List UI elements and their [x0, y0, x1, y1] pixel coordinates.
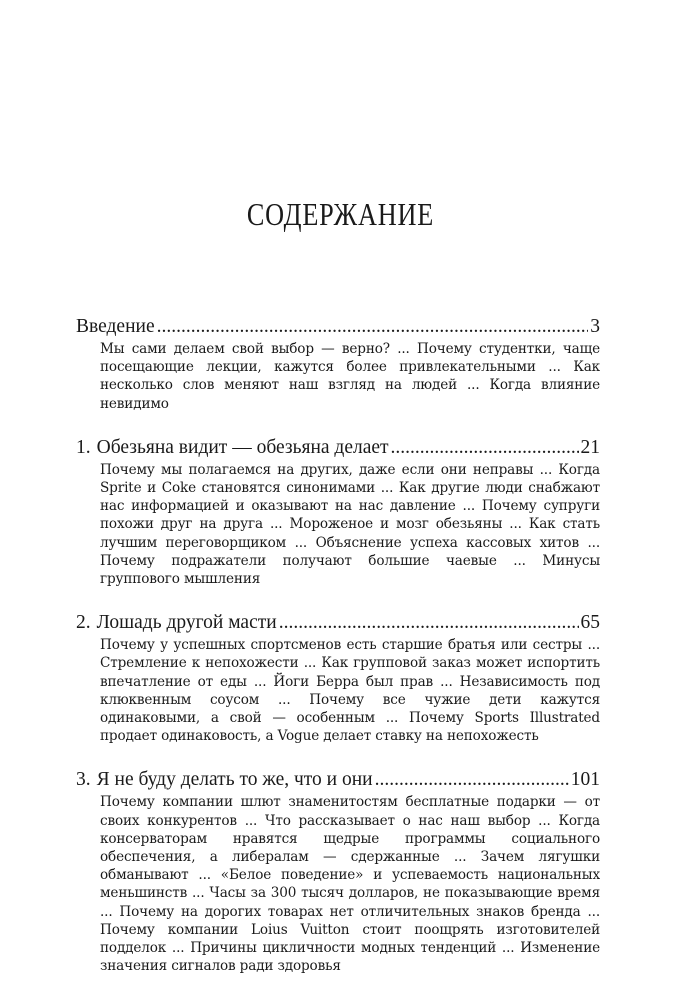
table-of-contents	[76, 314, 600, 997]
dot-leader	[157, 314, 589, 340]
toc-entry-chapter-1	[76, 435, 600, 588]
toc-entry-heading-line[interactable]	[76, 610, 600, 636]
toc-entry-heading-line[interactable]	[76, 314, 600, 340]
toc-entry-title: Обезьяна видит — обезьяна делает	[96, 436, 389, 458]
toc-entry-number: 1.	[76, 436, 91, 458]
toc-entry-page: 3	[590, 316, 600, 337]
toc-entry-page: 65	[580, 612, 600, 634]
dot-leader	[279, 610, 579, 636]
toc-entry-summary: Почему мы полагаемся на других, даже если они неправы ... Когда Sprite и Coke становятся синонимами ... Как другие люди снабжают нас информацией и оказывают на нас давление ... Почему супруги похожи друг на друга ... Мороженое и мозг обезьяны ... Как стать лучшим переговорщиком ... Объяснение успеха кассовых хитов ... Почему подражатели получают большие чаевые ... Минусы группового мышления	[100, 461, 600, 588]
toc-entry-title: Я не буду делать то же, что и они	[96, 769, 373, 791]
toc-entry-title: Лошадь другой масти	[96, 612, 277, 634]
toc-entry-summary: Мы сами делаем свой выбор — верно? ... Почему студентки, чаще посещающие лекции, кажутся более привлекательными ... Как несколько слов меняют наш взгляд на людей ... Когда влияние невидимо	[100, 341, 600, 412]
toc-entry-title: Введение	[76, 316, 155, 337]
toc-entry-introduction	[76, 314, 600, 413]
toc-entry-summary: Почему компании шлют знаменитостям бесплатные подарки — от своих конкурентов ... Что рассказывает о нас наш выбор ... Когда консерваторам нравятся щедрые программы социального обеспечения, а либералам — сдержанные ... Зачем лягушки обманывают ... «Белое поведение» и успеваемость национальных меньшинств ... Часы за 300 тысяч долларов, не показывающие время ... Почему на дорогих товарах нет отличительных знаков бренда ... Почему компании Loius Vuitton стоит поощрять изготовителей подделок ... Причины цикличности модных тенденций ... Изменение значения сигналов ради здоровья	[100, 794, 600, 975]
page-title: СОДЕРЖАНИЕ	[246, 196, 435, 232]
toc-entry-number: 2.	[76, 612, 91, 634]
toc-entry-heading-line[interactable]	[76, 767, 600, 793]
toc-entry-page: 101	[570, 769, 600, 791]
toc-entry-chapter-2	[76, 610, 600, 745]
toc-entry-heading-line[interactable]	[76, 435, 600, 461]
dot-leader	[391, 435, 579, 461]
toc-entry-number: 3.	[76, 769, 91, 791]
dot-leader	[375, 767, 569, 793]
toc-entry-summary: Почему у успешных спортсменов есть старшие братья или сестры ... Стремление к непохожести ... Как групповой заказ может испортить впечатление от еды ... Йоги Берра был прав ... Независимость под клюквенным соусом ... Почему все чужие дети кажутся одинаковыми, а свой — особенным ... Почему Sports Illustrated продает одинаковость, а Vogue делает ставку на непохожесть	[100, 637, 600, 745]
toc-entry-chapter-3	[76, 767, 600, 975]
toc-entry-page: 21	[580, 436, 600, 458]
